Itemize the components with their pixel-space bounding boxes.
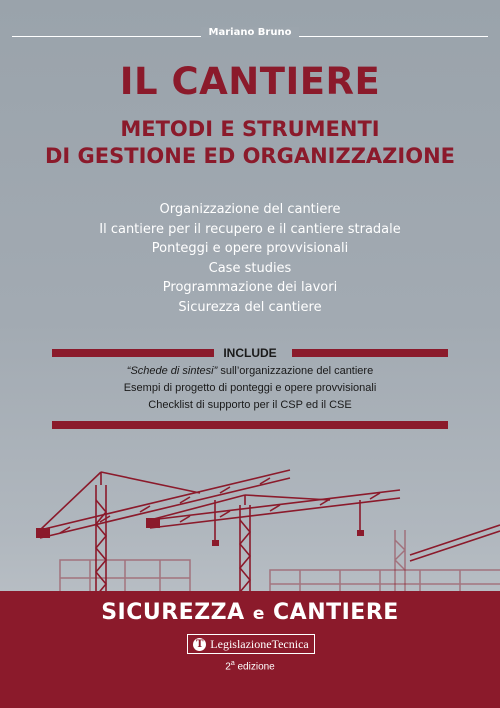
include-item [0, 363, 500, 380]
construction-crane-illustration [0, 460, 500, 600]
topic-item: Il cantiere per il recupero e il cantiere stradale [99, 221, 401, 237]
include-item: Checklist di supporto per il CSP ed il CSE [148, 399, 352, 411]
include-list [0, 363, 500, 414]
topic-item: Ponteggi e opere provvisionali [151, 241, 349, 256]
topics-list [0, 200, 500, 317]
book-title: IL CANTIERE [119, 60, 381, 103]
topic-item: Case studies [208, 260, 292, 276]
include-bar-bottom [52, 421, 448, 429]
publisher-name: LegislazioneTecnica [210, 636, 309, 651]
series-word: e [252, 604, 265, 624]
include-item-text: sull’organizzazione del cantiere [217, 365, 374, 377]
series-title [0, 600, 500, 625]
publisher-logo-icon: T [193, 638, 206, 651]
subtitle-line-2: DI GESTIONE ED ORGANIZZAZIONE [45, 144, 455, 168]
topic-item: Programmazione dei lavori [162, 280, 338, 295]
publisher-logo [187, 634, 315, 654]
series-word: SICUREZZA [101, 600, 245, 625]
include-item-italic: “Schede di sintesi” [126, 365, 218, 377]
edition-label: 2$^a$ edizione [225, 660, 275, 673]
series-word: CANTIERE [273, 600, 399, 625]
author-name: Mariano Bruno [0, 27, 500, 38]
subtitle-line-1: METODI E STRUMENTI [120, 117, 380, 141]
topic-item: Sicurezza del cantiere [178, 299, 322, 315]
include-label: INCLUDE [223, 346, 277, 360]
topic-item: Organizzazione del cantiere [159, 202, 341, 217]
include-item: Esempi di progetto di ponteggi e opere provvisionali [123, 382, 377, 394]
